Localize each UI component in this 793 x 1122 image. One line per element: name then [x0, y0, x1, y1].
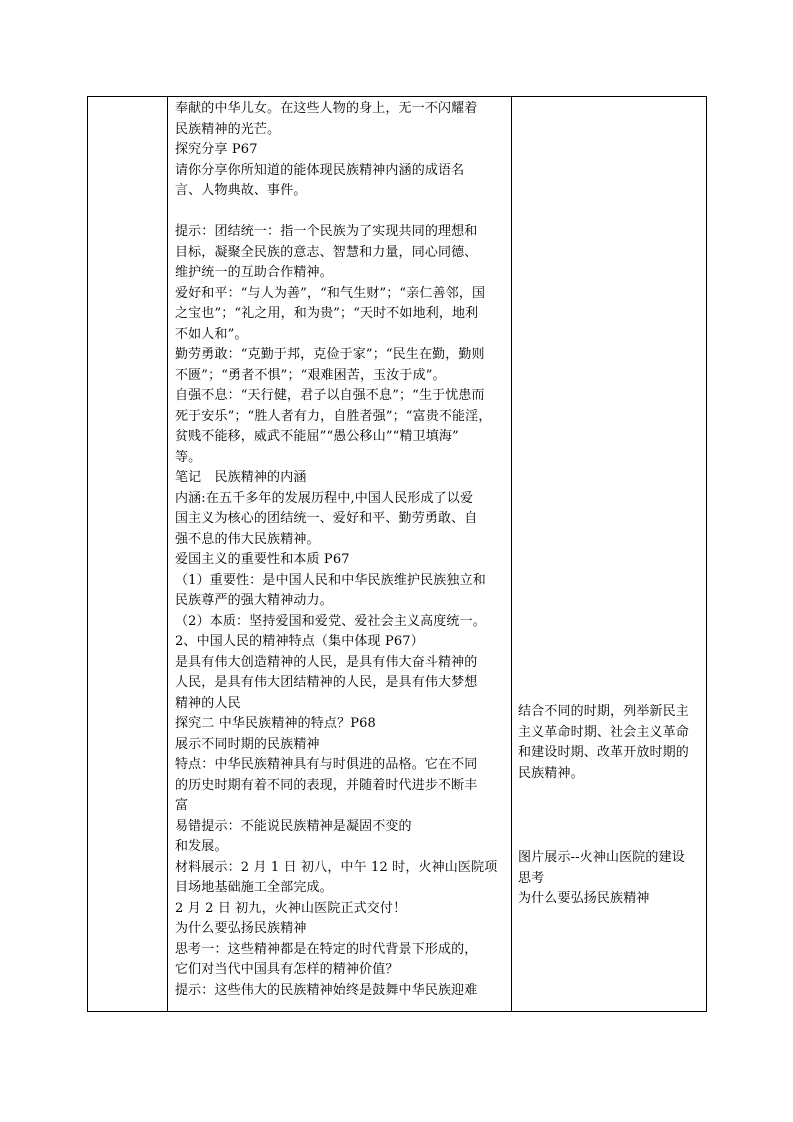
content-line: 探究二 中华民族精神的特点？P68 [175, 716, 376, 731]
content-line: 特点：中华民族精神具有与时俱进的品格。它在不同 [175, 757, 478, 772]
content-line: 提示：团结统一：指一个民族为了实现共同的理想和 [175, 224, 478, 239]
content-line: 强不息的伟大民族精神。 [175, 531, 320, 547]
lesson-table [87, 96, 707, 1012]
content-line: 贫贱不能移，威武不能屈”“愚公移山”“精卫填海” [175, 429, 459, 444]
content-line: 思考一：这些精神都是在特定的时代背景下形成的， [175, 941, 478, 957]
content-line: 爱国主义的重要性和本质 P67 [175, 552, 350, 567]
column-divider-right [511, 97, 512, 1011]
content-line: （2）本质：坚持爱国和爱党、爱社会主义高度统一。 [175, 613, 486, 629]
activity-line: 思考 [518, 870, 545, 886]
content-line: 为什么要弘扬民族精神 [175, 921, 307, 936]
activity-line: 结合不同的时期，列举新民主 [518, 704, 689, 719]
teacher-activity-block-2 [518, 848, 685, 910]
column-divider-left [167, 97, 168, 1011]
content-line: 不如人和”。 [175, 326, 248, 342]
content-line: 言、人物典故、事件。 [175, 183, 307, 198]
content-line: 国主义为核心的团结统一、爱好和平、勤劳勇敢、自 [175, 511, 478, 526]
content-line: 不匮”；“勇者不惧”；“艰难困苦，玉汝于成”。 [175, 367, 446, 383]
content-line: 材料展示：2 月 1 日 初八，中午 12 时，火神山医院项 [175, 859, 498, 875]
content-line: 它们对当代中国具有怎样的精神价值？ [175, 962, 399, 977]
activity-line: 和建设时期、改革开放时期的 [518, 745, 689, 760]
content-line: 自强不息：“天行健，君子以自强不息”；“生于忧患而 [175, 388, 485, 403]
content-line: 内涵:在五千多年的发展历程中,中国人民形成了以爱 [175, 490, 474, 506]
content-line: 人民，是具有伟大团结精神的人民，是具有伟大梦想 [175, 675, 478, 690]
content-line: 是具有伟大创造精神的人民，是具有伟大奋斗精神的 [175, 654, 478, 670]
content-line: 爱好和平：“与人为善”，“和气生财”；“亲仁善邻，国 [175, 285, 486, 301]
content-line: （1）重要性：是中国人民和中华民族维护民族独立和 [175, 572, 486, 588]
content-line: 死于安乐”；“胜人者有力，自胜者强”；“富贵不能淫， [175, 408, 492, 424]
content-line: 勤劳勇敢：“克勤于邦，克俭于家”；“民生在勤，勤则 [175, 347, 485, 362]
activity-line: 为什么要弘扬民族精神 [518, 891, 650, 906]
activity-line: 主义革命时期、社会主义革命 [518, 724, 689, 740]
content-line: 2 月 2 日 初九，火神山医院正式交付！ [175, 900, 407, 916]
content-line: 维护统一的互助合作精神。 [175, 265, 333, 280]
content-line: 等。 [175, 449, 202, 465]
content-line: 民族尊严的强大精神动力。 [175, 593, 333, 608]
content-line: 易错提示：不能说民族精神是凝固不变的 [175, 818, 412, 834]
content-line: 笔记 民族精神的内涵 [175, 470, 307, 485]
content-line: 和发展。 [175, 839, 228, 854]
teaching-content-cell [175, 99, 497, 1001]
activity-line: 民族精神。 [518, 765, 584, 781]
content-line: 提示：这些伟大的民族精神始终是鼓舞中华民族迎难 [175, 982, 478, 998]
content-line: 目标，凝聚全民族的意志、智慧和力量，同心同德、 [175, 244, 478, 260]
content-line: 探究分享 P67 [175, 142, 258, 157]
content-line: 民族精神的光芒。 [175, 121, 281, 137]
content-line: 目场地基础施工全部完成。 [175, 880, 333, 895]
content-line: 2、中国人民的精神特点（集中体现 P67） [175, 634, 424, 649]
content-line: 请你分享你所知道的能体现民族精神内涵的成语名 [175, 162, 465, 178]
content-line: 的历史时期有着不同的表现，并随着时代进步不断丰 [175, 777, 478, 793]
activity-line: 图片展示--火神山医院的建设 [518, 850, 685, 865]
blank-line [175, 202, 497, 223]
content-line: 富 [175, 798, 189, 813]
content-line: 之宝也”；“礼之用，和为贵”；“天时不如地利，地利 [175, 306, 479, 321]
content-line: 展示不同时期的民族精神 [175, 736, 320, 752]
content-line: 奉献的中华儿女。在这些人物的身上，无一不闪耀着 [175, 101, 478, 116]
content-line: 精神的人民 [175, 695, 241, 711]
teacher-activity-block-1 [518, 702, 689, 784]
